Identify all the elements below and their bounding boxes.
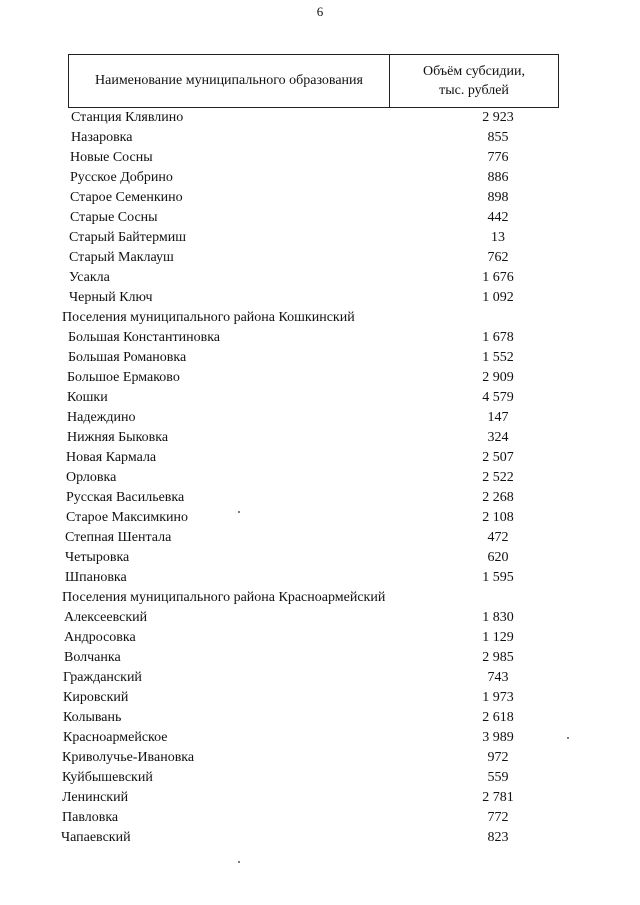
table-row: [0, 328, 640, 348]
subsidy-value: 1 595: [482, 570, 514, 585]
subsidy-value: 1 129: [482, 630, 514, 645]
table-row: [0, 648, 640, 668]
subsidy-value: 1 973: [482, 690, 514, 705]
table-row: [0, 768, 640, 788]
municipality-name: Нижняя Быковка: [67, 430, 169, 445]
municipality-name: Усакла: [69, 270, 110, 285]
municipality-name: Андросовка: [64, 630, 136, 645]
header-value-line2: тыс. рублей: [439, 83, 509, 98]
subsidy-value: 2 618: [482, 710, 514, 725]
subsidy-value: 13: [491, 230, 505, 245]
table-row: [0, 528, 640, 548]
subsidy-value: 898: [487, 190, 509, 205]
table-header: [68, 54, 559, 108]
municipality-name: Колывань: [63, 710, 122, 725]
municipality-name: Новая Кармала: [66, 450, 157, 465]
table-row: [0, 108, 640, 128]
municipality-name: Степная Шентала: [65, 530, 172, 545]
table-row: [0, 688, 640, 708]
table-row: [0, 208, 640, 228]
subsidy-value: 823: [487, 830, 509, 845]
header-name-column: Наименование муниципального образования: [69, 55, 390, 107]
scan-speck: [238, 511, 240, 513]
municipality-name: Шпановка: [65, 570, 127, 585]
municipality-name: Старые Сосны: [70, 210, 158, 225]
subsidy-value: 1 552: [482, 350, 514, 365]
scan-speck: [238, 861, 240, 863]
subsidy-value: 4 579: [482, 390, 514, 405]
subsidy-value: 442: [487, 210, 509, 225]
municipality-name: Четыровка: [65, 550, 130, 565]
subsidy-value: 2 108: [482, 510, 514, 525]
subsidy-value: 2 507: [482, 450, 514, 465]
subsidy-value: 472: [487, 530, 509, 545]
municipality-name: Орловка: [66, 470, 117, 485]
table-row: [0, 448, 640, 468]
subsidy-value: 2 985: [482, 650, 514, 665]
table-row: [0, 568, 640, 588]
subsidy-value: 620: [487, 550, 509, 565]
subsidy-value: 2 268: [482, 490, 514, 505]
section-heading-row: [0, 588, 640, 608]
subsidy-value: 1 830: [482, 610, 514, 625]
table-row: [0, 708, 640, 728]
table-row: [0, 808, 640, 828]
municipality-name: Надеждино: [67, 410, 136, 425]
subsidy-value: 2 909: [482, 370, 514, 385]
table-row: [0, 488, 640, 508]
table-row: [0, 508, 640, 528]
table-row: [0, 728, 640, 748]
table-row: [0, 268, 640, 288]
table-row: [0, 608, 640, 628]
table-row: [0, 248, 640, 268]
municipality-name: Красноармейское: [63, 730, 168, 745]
header-value-line1: Объём субсидии,: [423, 64, 525, 79]
municipality-name: Старый Маклауш: [69, 250, 174, 265]
subsidy-value: 886: [487, 170, 509, 185]
municipality-name: Большая Константиновка: [68, 330, 221, 345]
section-heading: Поселения муниципального района Красноармейский: [62, 590, 386, 605]
municipality-name: Черный Ключ: [69, 290, 153, 305]
subsidy-value: 324: [487, 430, 509, 445]
table-row: [0, 548, 640, 568]
subsidy-value: 743: [487, 670, 509, 685]
subsidy-value: 3 989: [482, 730, 514, 745]
municipality-name: Павловка: [62, 810, 119, 825]
municipality-name: Старый Байтермиш: [69, 230, 187, 245]
subsidy-value: 855: [487, 130, 509, 145]
municipality-name: Кошки: [67, 390, 108, 405]
table-row: [0, 148, 640, 168]
table-row: [0, 288, 640, 308]
municipality-name: Алексеевский: [64, 610, 148, 625]
municipality-name: Ленинский: [62, 790, 129, 805]
subsidy-value: 559: [487, 770, 509, 785]
subsidy-value: 2 923: [482, 110, 514, 125]
table-row: [0, 668, 640, 688]
table-row: [0, 228, 640, 248]
subsidy-value: 147: [487, 410, 509, 425]
table-row: [0, 468, 640, 488]
table-row: [0, 628, 640, 648]
municipality-name: Криволучье-Ивановка: [62, 750, 195, 765]
page-number: 6: [316, 4, 324, 19]
municipality-name: Гражданский: [63, 670, 142, 685]
subsidy-value: 2 781: [482, 790, 514, 805]
municipality-name: Русское Добрино: [70, 170, 173, 185]
subsidy-value: 776: [487, 150, 509, 165]
subsidy-value: 1 678: [482, 330, 514, 345]
subsidy-value: 1 092: [482, 290, 514, 305]
municipality-name: Чапаевский: [61, 830, 131, 845]
section-heading-row: [0, 308, 640, 328]
table-row: [0, 828, 640, 848]
subsidy-value: 762: [487, 250, 509, 265]
municipality-name: Назаровка: [71, 130, 133, 145]
table-row: [0, 168, 640, 188]
municipality-name: Станция Клявлино: [71, 110, 184, 125]
municipality-name: Русская Васильевка: [66, 490, 185, 505]
subsidy-value: 1 676: [482, 270, 514, 285]
municipality-name: Большое Ермаково: [67, 370, 180, 385]
subsidy-value: 2 522: [482, 470, 514, 485]
municipality-name: Большая Романовка: [68, 350, 187, 365]
table-row: [0, 388, 640, 408]
table-row: [0, 188, 640, 208]
municipality-name: Волчанка: [64, 650, 121, 665]
header-value-column: [390, 55, 558, 107]
municipality-name: Старое Семенкино: [70, 190, 183, 205]
subsidy-value: 972: [487, 750, 509, 765]
municipality-name: Новые Сосны: [70, 150, 153, 165]
table-row: [0, 408, 640, 428]
table-row: [0, 368, 640, 388]
municipality-name: Куйбышевский: [62, 770, 153, 785]
section-heading: Поселения муниципального района Кошкинский: [62, 310, 355, 325]
municipality-name: Старое Максимкино: [66, 510, 189, 525]
table-row: [0, 748, 640, 768]
table-row: [0, 348, 640, 368]
table-row: [0, 788, 640, 808]
table-row: [0, 428, 640, 448]
table-body: [0, 108, 640, 848]
subsidy-value: 772: [487, 810, 509, 825]
table-row: [0, 128, 640, 148]
municipality-name: Кировский: [63, 690, 129, 705]
scan-speck: [567, 737, 569, 739]
